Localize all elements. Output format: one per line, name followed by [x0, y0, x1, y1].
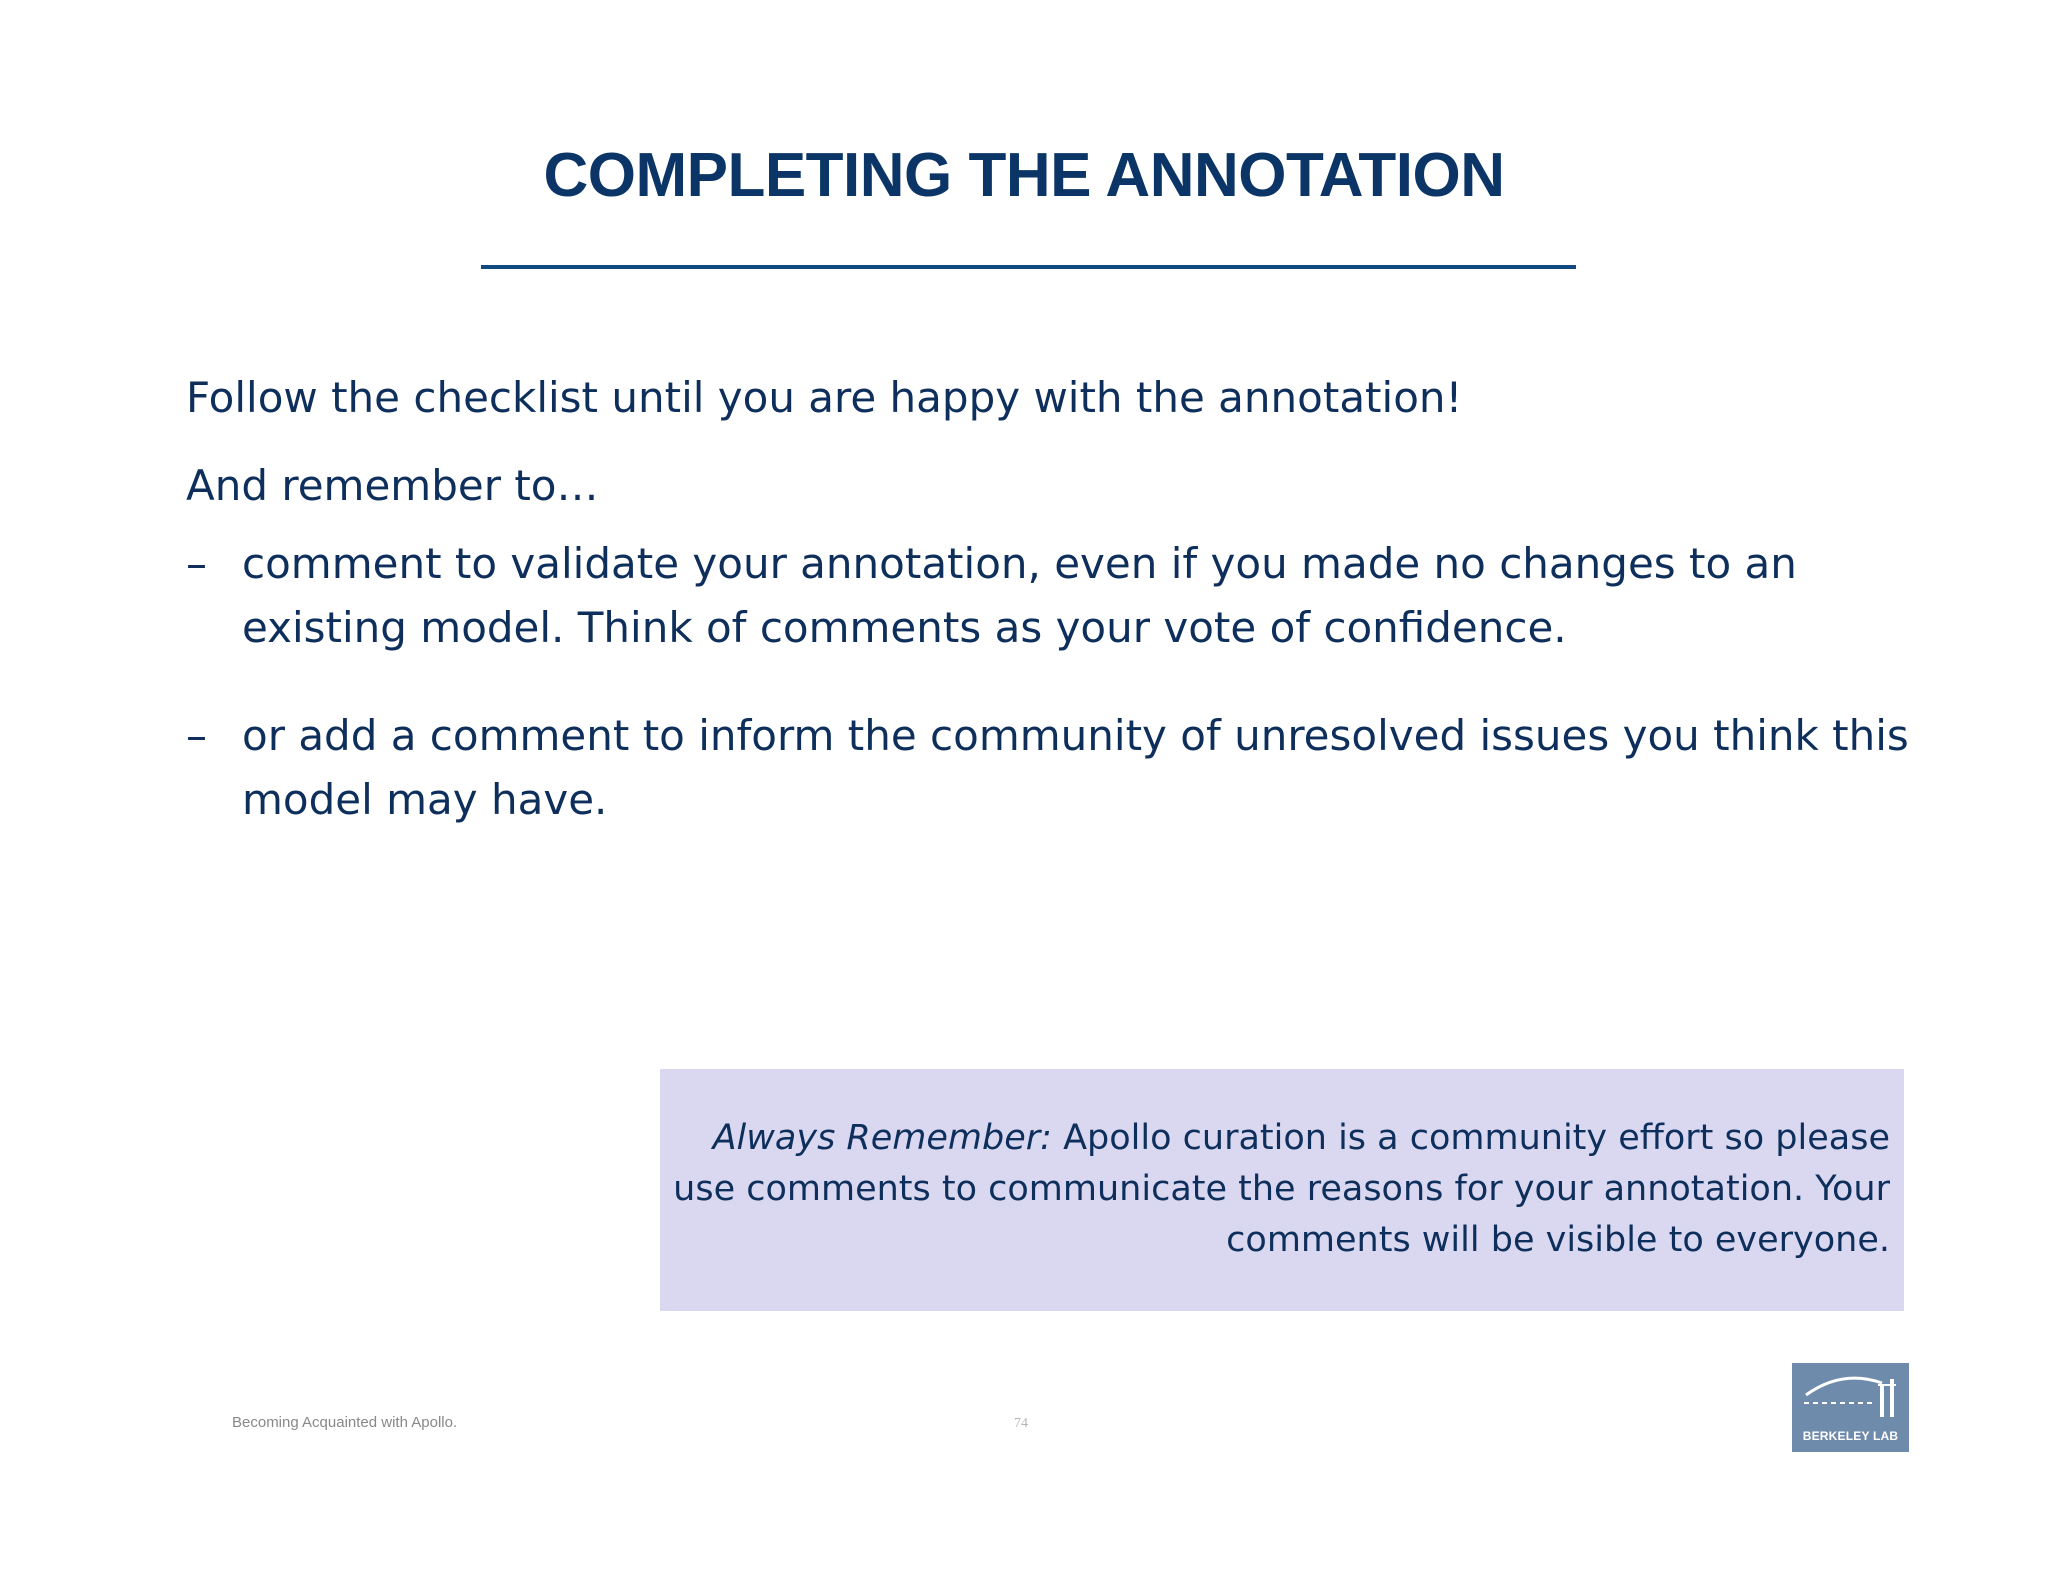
callout-text: [670, 1113, 1890, 1266]
always-remember-callout: [660, 1069, 1904, 1311]
bullet-marker: –: [186, 539, 207, 588]
slide-title: COMPLETING THE ANNOTATION: [543, 141, 1505, 210]
berkeley-lab-logo: [1792, 1363, 1909, 1452]
bullet-item: [186, 532, 1906, 662]
lab-building-icon: [1792, 1363, 1909, 1423]
footer-presentation-title: Becoming Acquainted with Apollo.: [232, 1414, 458, 1431]
callout-lead: Always Remember:: [712, 1118, 1052, 1158]
bullet-item: [186, 704, 1909, 834]
title-divider: [481, 265, 1576, 269]
intro-line-1: Follow the checklist until you are happy with the annotation!: [186, 373, 1463, 422]
logo-text: BERKELEY LAB: [1802, 1429, 1899, 1443]
page-number: 74: [1014, 1416, 1028, 1431]
callout-body: Apollo curation is a community effort so please use comments to communicate the reasons for your annotation. Your comments will be visible to everyone.: [673, 1118, 1890, 1260]
bullet-marker: –: [186, 711, 207, 760]
bullet-text: or add a comment to inform the community of unresolved issues you think this model may have.: [242, 711, 1909, 824]
intro-line-2: And remember to…: [186, 461, 599, 510]
bullet-text: comment to validate your annotation, even if you made no changes to an existing model. Think of comments as your vote of confidence.: [242, 539, 1797, 652]
